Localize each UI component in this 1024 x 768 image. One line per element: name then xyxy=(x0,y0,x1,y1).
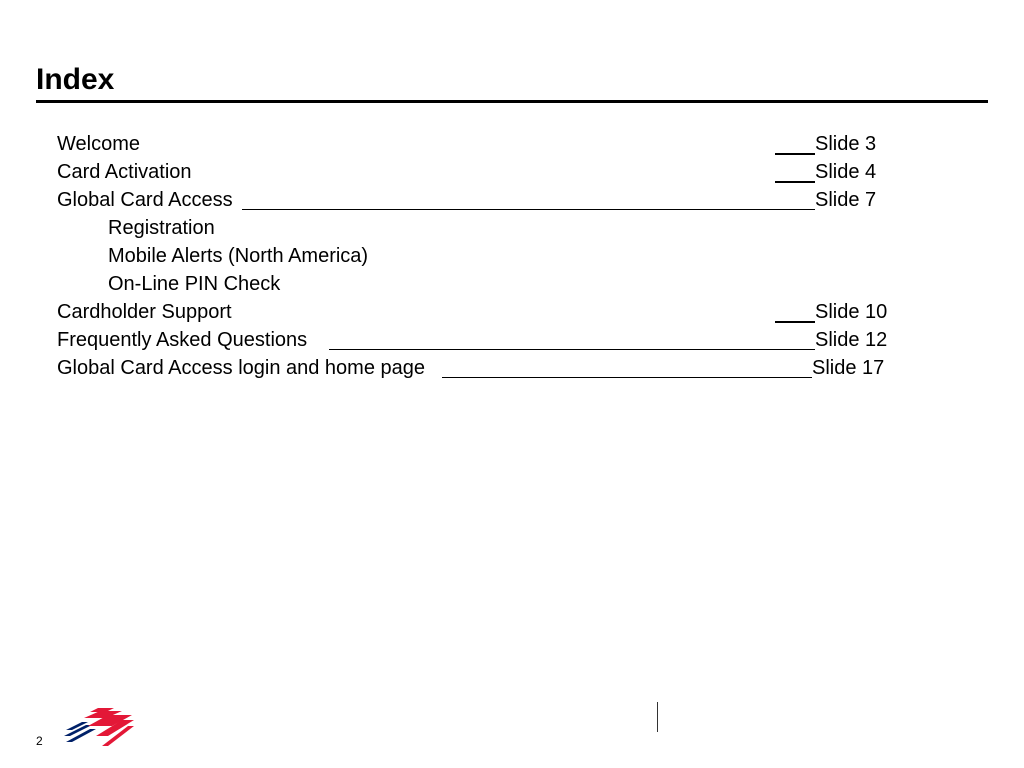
index-item-label: Mobile Alerts (North America) xyxy=(108,245,369,267)
leader-line xyxy=(775,320,815,323)
leader-line xyxy=(775,152,815,155)
index-item-card-activation xyxy=(57,158,957,186)
index-item-login-home-page xyxy=(57,354,957,382)
index-item-slide: Slide 7 xyxy=(815,189,877,211)
page-title: Index xyxy=(36,63,115,96)
index-item-slide: Slide 10 xyxy=(815,301,888,323)
index-item-label: Global Card Access xyxy=(57,189,233,211)
index-item-label: On-Line PIN Check xyxy=(108,273,281,295)
index-item-label: Card Activation xyxy=(57,161,192,183)
index-item-welcome xyxy=(57,130,957,158)
page-number: 2 xyxy=(36,734,43,748)
title-underline xyxy=(36,100,988,103)
leader-line xyxy=(442,376,812,378)
footer-divider xyxy=(657,702,658,732)
index-item-slide: Slide 12 xyxy=(815,329,888,351)
index-subitem-online-pin-check xyxy=(57,270,957,298)
index-item-label: Cardholder Support xyxy=(57,301,232,323)
index-item-label: Global Card Access login and home page xyxy=(57,357,426,379)
index-item-slide: Slide 4 xyxy=(815,161,877,183)
leader-line xyxy=(242,208,815,210)
index-item-faq xyxy=(57,326,957,354)
index-item-global-card-access xyxy=(57,186,957,214)
index-subitem-mobile-alerts xyxy=(57,242,957,270)
index-list xyxy=(57,130,957,382)
index-item-slide: Slide 17 xyxy=(812,357,885,379)
index-item-label: Registration xyxy=(108,217,215,239)
leader-line xyxy=(775,180,815,183)
index-subitem-registration xyxy=(57,214,957,242)
index-item-cardholder-support xyxy=(57,298,957,326)
index-item-label: Welcome xyxy=(57,133,140,155)
leader-line xyxy=(329,348,815,350)
bank-flag-logo-icon xyxy=(62,706,136,748)
index-item-slide: Slide 3 xyxy=(815,133,877,155)
index-item-label: Frequently Asked Questions xyxy=(57,329,308,351)
